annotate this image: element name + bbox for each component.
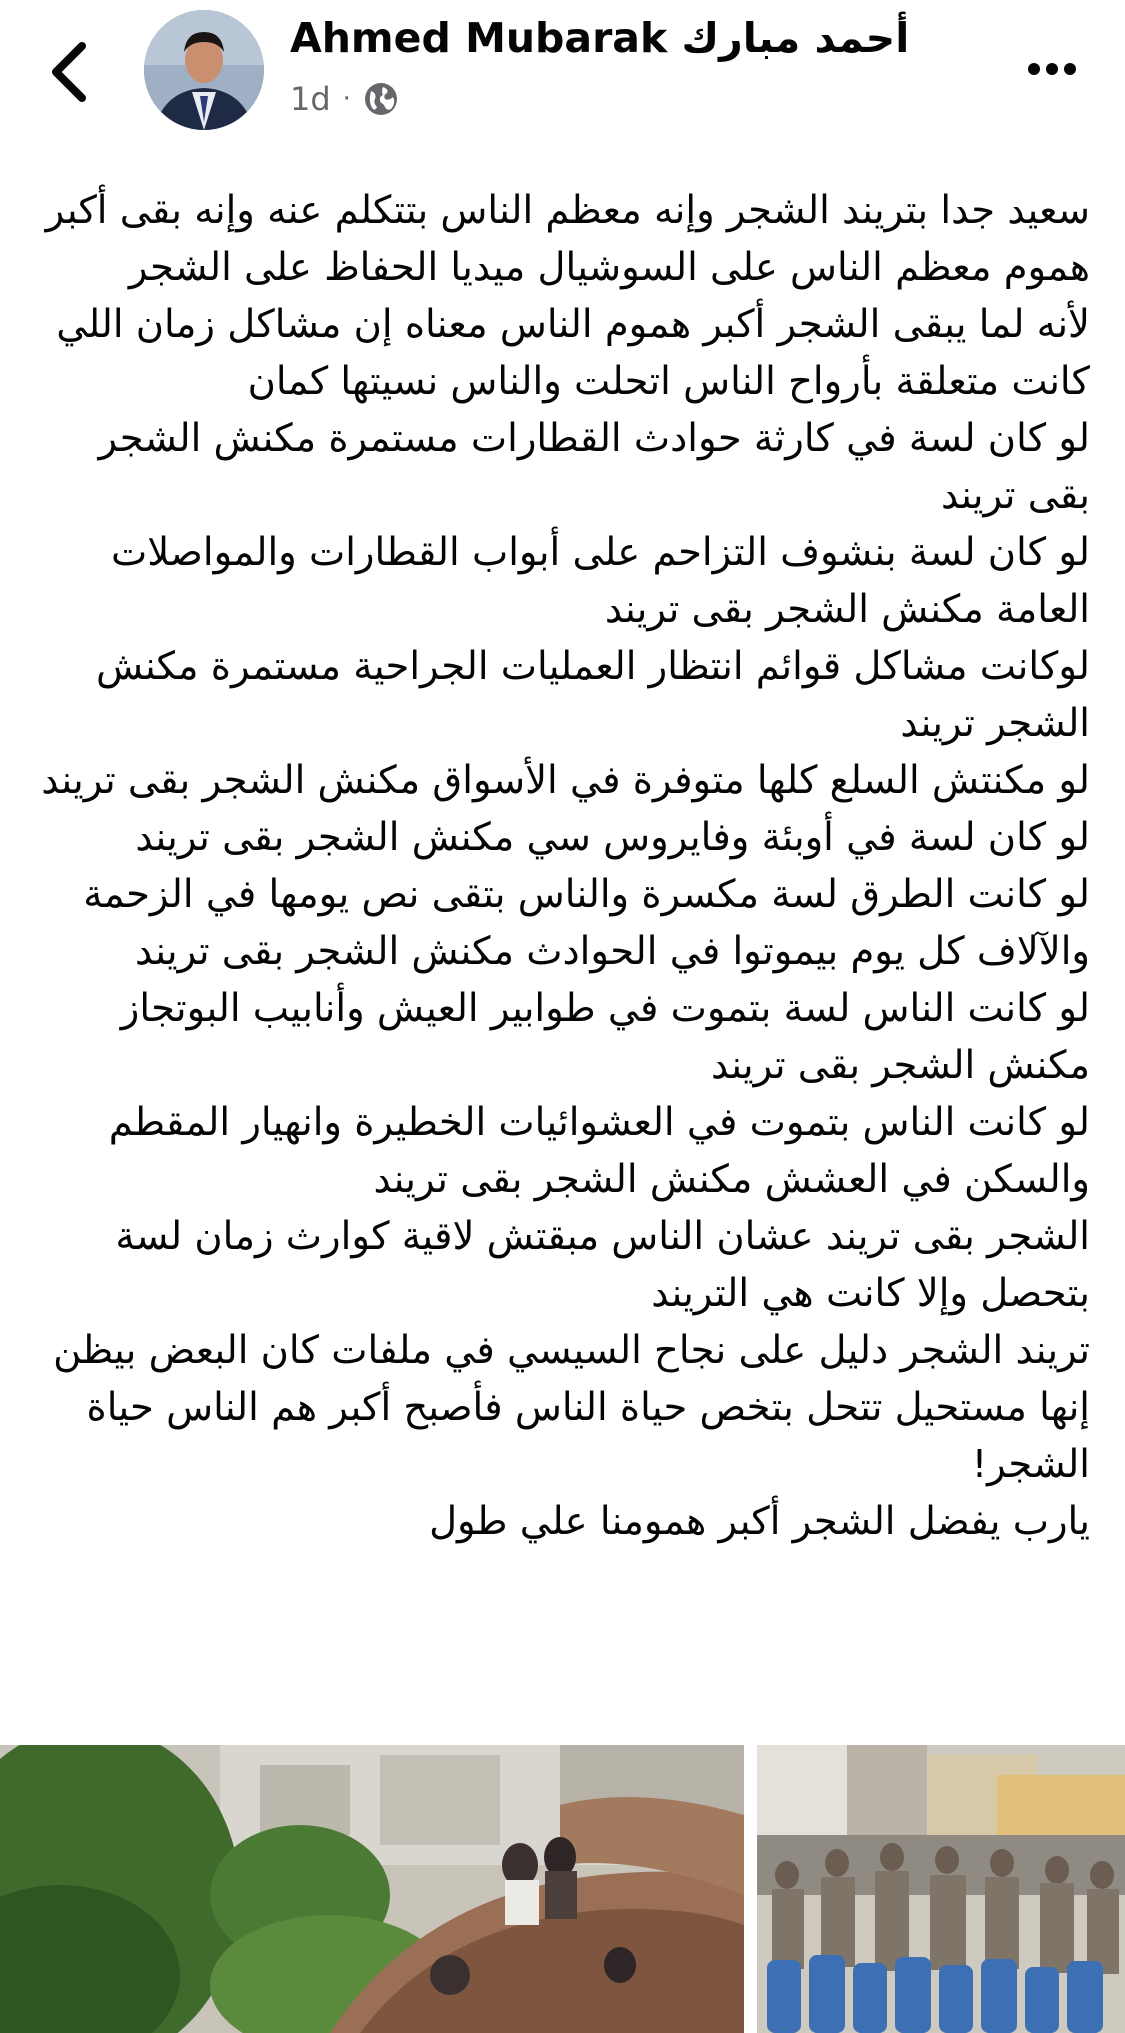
post-photo-1[interactable]: [0, 1745, 744, 2033]
profile-picture: [144, 10, 264, 130]
chevron-left-icon: [40, 36, 100, 108]
post-paragraph: لو كان لسة في كارثة حوادث القطارات مستمرة مكنش الشجر بقى تريند: [98, 416, 1090, 518]
post-paragraph: لو كانت الناس لسة بتموت في طوابير العيش وأنابيب البوتجاز مكنش الشجر بقى تريند: [120, 986, 1090, 1088]
author-name[interactable]: Ahmed Mubarak أحمد مبارك: [290, 14, 910, 62]
post-paragraph: سعيد جدا بتريند الشجر وإنه معظم الناس بتتكلم عنه وإنه بقى أكبر هموم معظم الناس على السوشيال ميديا الحفاظ على الشجر: [45, 188, 1090, 290]
post-paragraph: يارب يفضل الشجر أكبر همومنا علي طول: [429, 1499, 1090, 1544]
post-paragraph: لو كان لسة بنشوف التزاحم على أبواب القطارات والمواصلات العامة مكنش الشجر بقى تريند: [110, 530, 1090, 632]
more-horizontal-icon: [1022, 52, 1082, 86]
post-photos: [0, 1745, 1125, 2033]
post-meta: [290, 80, 399, 118]
post-text: [28, 182, 1090, 1550]
photo-trees-train-crowd: [0, 1745, 744, 2033]
post-paragraph: لو كانت الناس بتموت في العشوائيات الخطيرة وانهيار المقطم والسكن في العشش مكنش الشجر بقى تريند: [108, 1100, 1090, 1202]
post-paragraph: تريند الشجر دليل على نجاح السيسي في ملفات كان البعض بيظن إنها مستحيل تتحل بتخص حياة الناس فأصبح أكبر هم الناس حياة الشجر!: [53, 1328, 1090, 1487]
photo-gas-cylinder-queue: [757, 1745, 1125, 2033]
meta-separator: ·: [342, 84, 351, 114]
post-paragraph: لو كان لسة في أوبئة وفايروس سي مكنش الشجر بقى تريند: [135, 815, 1090, 860]
post-paragraph: لو كانت الطرق لسة مكسرة والناس بتقى نص يومها في الزحمة والآلاف كل يوم بيموتوا في الحوادث مكنش الشجر بقى تريند: [83, 872, 1090, 974]
post-paragraph: لو مكنتش السلع كلها متوفرة في الأسواق مكنش الشجر بقى تريند: [41, 758, 1090, 803]
post-time[interactable]: 1d: [290, 80, 331, 118]
post-paragraph: لأنه لما يبقى الشجر أكبر هموم الناس معناه إن مشاكل زمان اللي كانت متعلقة بأرواح الناس اتحلت والناس نسيتها كمان: [56, 302, 1090, 404]
avatar[interactable]: [144, 10, 264, 130]
post-photo-2[interactable]: [757, 1745, 1125, 2033]
post-paragraph: لوكانت مشاكل قوائم انتظار العمليات الجراحية مستمرة مكنش الشجر تريند: [95, 644, 1090, 746]
more-options-button[interactable]: [1022, 52, 1082, 86]
post-paragraph: الشجر بقى تريند عشان الناس مبقتش لاقية كوارث زمان لسة بتحصل وإلا كانت هي التريند: [115, 1214, 1090, 1316]
post-header: [0, 0, 1125, 160]
globe-icon: [363, 81, 399, 117]
back-button[interactable]: [40, 36, 100, 108]
